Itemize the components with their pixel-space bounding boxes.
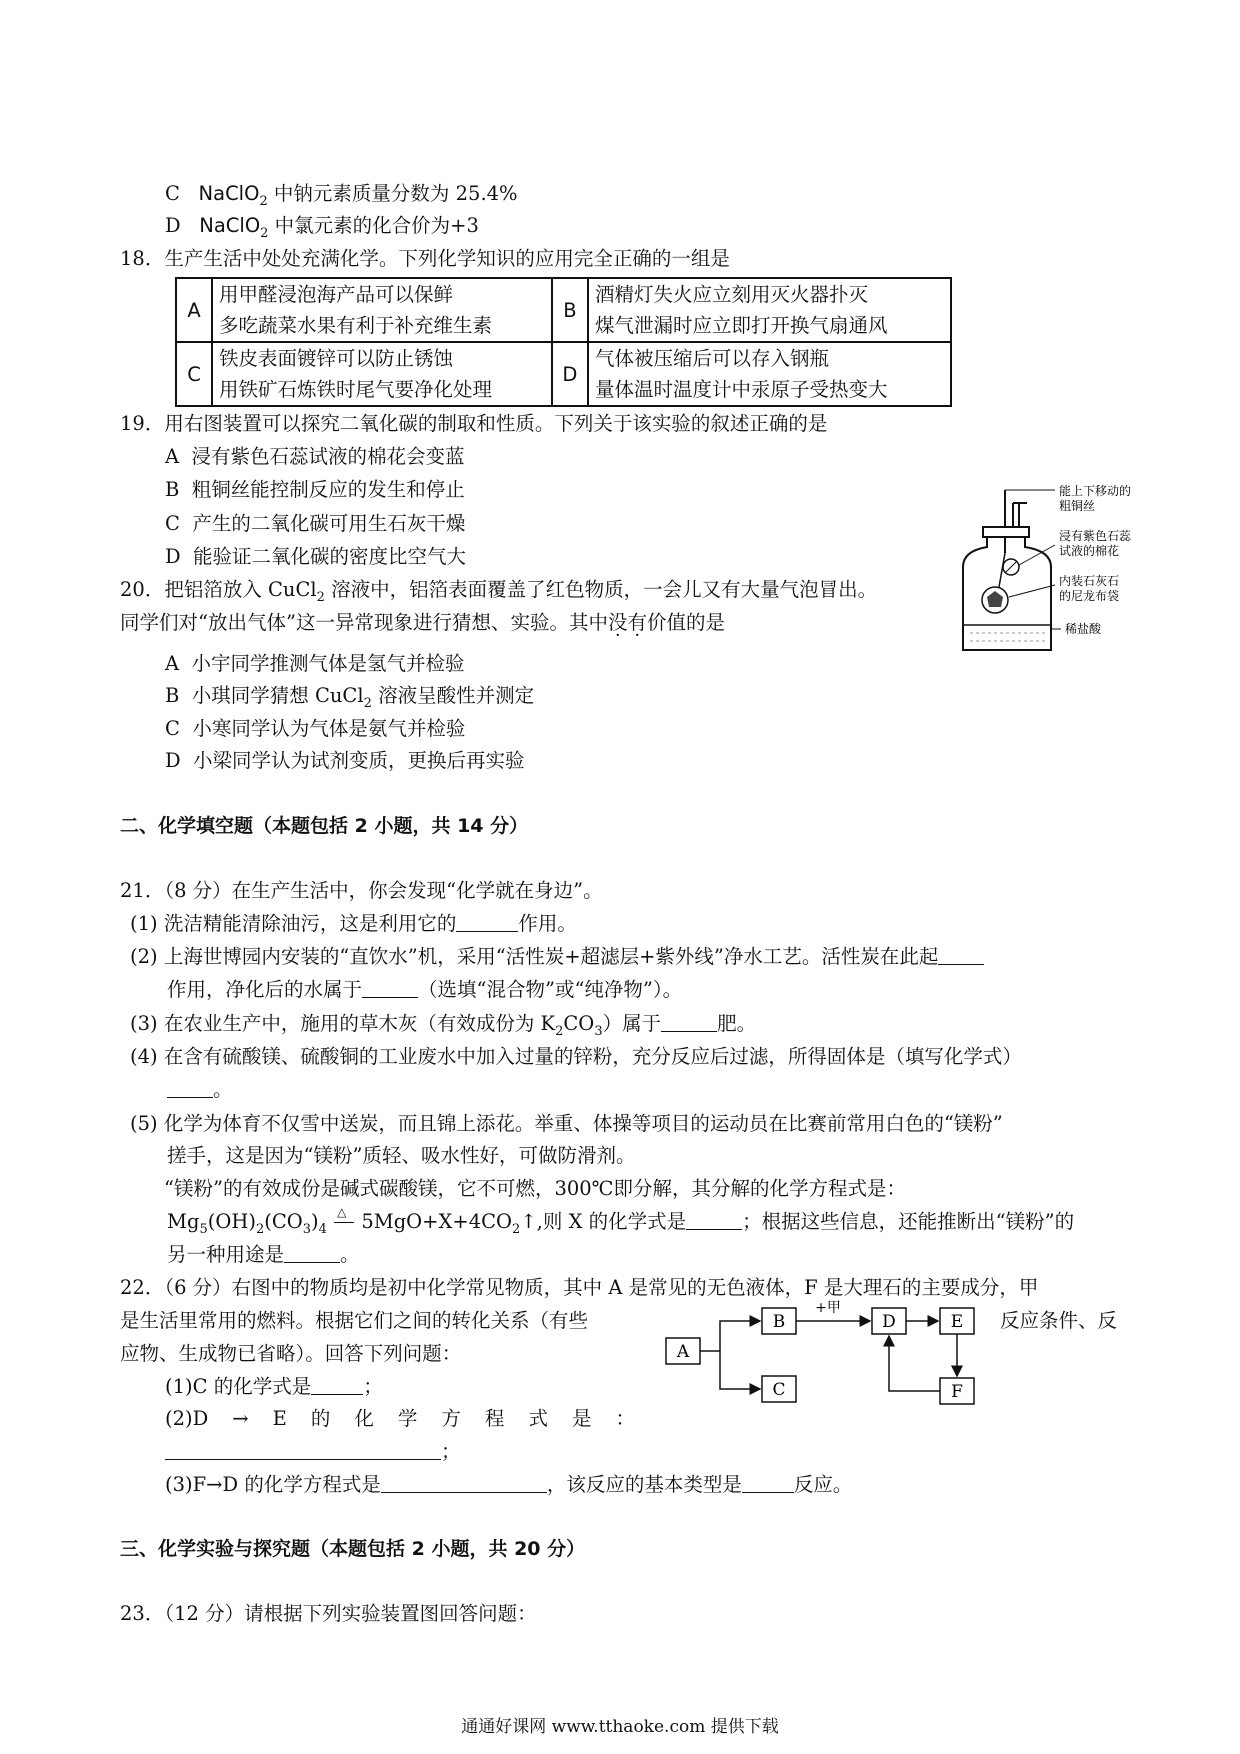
answer-blank[interactable] xyxy=(284,1242,340,1263)
q21-part5: (5) 化学为体育不仅雪中送炭，而且锦上添花。举重、体操等项目的运动员在比赛前常用白色的“镁粉” xyxy=(130,1112,1003,1135)
q21-part5-line2: 搓手，这是因为“镁粉”质轻、吸水性好，可做防滑剂。 xyxy=(167,1144,636,1167)
q20-stem-line2: 同学们对“放出气体”这一异常现象进行猜想、实验。其中没有价值的是 xyxy=(120,611,725,634)
emphasis-dot-text: 有 xyxy=(627,611,647,634)
option-key: C xyxy=(165,182,180,205)
q18-option-b: 酒精灯失火应立刻用灭火器扑灭 煤气泄漏时应立即打开换气扇通风 xyxy=(588,278,951,342)
answer-blank[interactable] xyxy=(311,1374,363,1395)
node-a: A xyxy=(676,1342,690,1362)
q22-sub3: (3)F→D 的化学方程式是 ，该反应的基本类型是 反应。 xyxy=(165,1473,853,1496)
answer-blank[interactable] xyxy=(661,1011,717,1032)
q18-option-a: 用甲醛浸泡海产品可以保鲜 多吃蔬菜水果有利于补充维生素 xyxy=(212,278,552,342)
co2-apparatus-figure xyxy=(955,485,1140,655)
option-key: D xyxy=(552,342,588,406)
q23-stem: 23．（12 分）请根据下列实验装置图回答问题： xyxy=(120,1602,537,1625)
q19-option-d: D 能验证二氧化碳的密度比空气大 xyxy=(165,545,467,568)
figure-label: 能上下移动的 xyxy=(1059,485,1132,498)
q21-part1: (1) 洗洁精能清除油污，这是利用它的 作用。 xyxy=(130,912,577,935)
q19-option-a: A 浸有紫色石蕊试液的棉花会变蓝 xyxy=(165,445,465,468)
page-footer: 通通好课网 www.tthaoke.com 提供下载 xyxy=(461,1717,779,1737)
q22-stem-line1: 22．（6 分）右图中的物质均是初中化学常见物质，其中 A 是常见的无色液体，F 是大理石的主要成分，甲 xyxy=(120,1276,1039,1299)
node-f: F xyxy=(951,1382,963,1402)
q22-sub1: (1)C 的化学式是 ； xyxy=(165,1375,383,1398)
node-b: B xyxy=(772,1312,786,1332)
figure-label: 稀盐酸 xyxy=(1065,622,1102,636)
q20-option-c: C 小寒同学认为气体是氨气并检验 xyxy=(165,717,466,740)
q19-option-b: B 粗铜丝能控制反应的发生和停止 xyxy=(165,478,465,501)
figure-label: 内装石灰石 xyxy=(1059,574,1120,588)
section-heading: 二、化学填空题（本题包括 2 小题，共 14 分） xyxy=(120,815,529,837)
q21-stem: 21．（8 分）在生产生活中，你会发现“化学就在身边”。 xyxy=(120,879,603,902)
option-key: D xyxy=(165,214,181,237)
q20-option-a: A 小宇同学推测气体是氢气并检验 xyxy=(165,652,465,675)
answer-blank[interactable] xyxy=(362,977,418,998)
node-c: C xyxy=(772,1380,786,1400)
q21-part3: (3) 在农业生产中，施用的草木灰（有效成份为 $K_2CO_3$）属于 肥。 xyxy=(130,1012,757,1039)
figure-label: 的尼龙布袋 xyxy=(1059,589,1120,603)
q21-part5-line5: 另一种用途是 。 xyxy=(167,1243,360,1266)
option-key: A xyxy=(176,278,212,342)
q22-relation-diagram xyxy=(660,1290,1000,1415)
q18-option-d: 气体被压缩后可以存入钢瓶 量体温时温度计中汞原子受热变大 xyxy=(588,342,951,406)
q22-sub2: (2)D → E 的 化 学 方 程 式 是 ： xyxy=(165,1407,635,1430)
q22-stem-line2a: 是生活里常用的燃料。根据它们之间的转化关系（有些 xyxy=(120,1309,589,1332)
q20-option-d: D 小梁同学认为试剂变质，更换后再实验 xyxy=(165,749,525,772)
answer-blank[interactable] xyxy=(167,1077,213,1098)
answer-blank[interactable] xyxy=(742,1472,794,1493)
q21-part2: (2) 上海世博园内安装的“直饮水”机，采用“活性炭+超滤层+紫外线”净水工艺。活性炭在此起 xyxy=(130,943,984,971)
q21-part4: (4) 在含有硫酸镁、硫酸铜的工业废水中加入过量的锌粉，充分反应后过滤，所得固体是（填写化学式） xyxy=(130,1045,1022,1068)
q22-sub2-answer: ； xyxy=(165,1438,461,1466)
q18-option-c: 铁皮表面镀锌可以防止锈蚀 用铁矿石炼铁时尾气要净化处理 xyxy=(212,342,552,406)
q19-stem: 19．用右图装置可以探究二氧化碳的制取和性质。下列关于该实验的叙述正确的是 xyxy=(120,412,828,435)
q21-part5-line3: “镁粉”的有效成份是碱式碳酸镁，它不可燃，300℃即分解，其分解的化学方程式是： xyxy=(164,1177,906,1200)
answer-blank[interactable] xyxy=(686,1209,742,1230)
heat-symbol: △ xyxy=(333,1208,355,1236)
q22-stem-line2b: 反应条件、反 xyxy=(1000,1309,1118,1332)
q22-stem-line3: 应物、生成物已省略）。回答下列问题： xyxy=(120,1342,462,1365)
option-key: B xyxy=(552,278,588,342)
q21-part2-cont: 作用，净化后的水属于 （选填“混合物”或“纯净物”）。 xyxy=(167,978,683,1001)
answer-blank[interactable] xyxy=(381,1472,547,1493)
q19-option-c: C 产生的二氧化碳可用生石灰干燥 xyxy=(165,512,466,535)
emphasis-dot-text: 没 xyxy=(607,611,628,634)
answer-blank[interactable] xyxy=(456,911,518,932)
q21-part4-cont: 。 xyxy=(167,1076,233,1104)
node-d: D xyxy=(882,1312,896,1332)
option-key: C xyxy=(176,342,212,406)
arrow-label: +甲 xyxy=(815,1300,841,1316)
figure-label: 试液的棉花 xyxy=(1059,544,1120,558)
q18-stem: 18．生产生活中处处充满化学。下列化学知识的应用完全正确的一组是 xyxy=(120,247,730,270)
figure-label: 浸有紫色石蕊 xyxy=(1059,529,1132,543)
section-heading: 三、化学实验与探究题（本题包括 2 小题，共 20 分） xyxy=(120,1538,586,1560)
q20-option-b: B 小琪同学猜想 CuCl$_2$ 溶液呈酸性并测定 xyxy=(165,684,535,711)
q17-option-c: C NaClO$_2$ 中钠元素质量分数为 25.4% xyxy=(165,182,518,209)
answer-blank[interactable] xyxy=(938,944,984,965)
q20-stem-line1: 20．把铝箔放入 CuCl$_2$ 溶液中，铝箔表面覆盖了红色物质，一会儿又有大量气泡冒出。 xyxy=(120,578,878,605)
q21-equation-line: $Mg_5(OH)_2(CO_3)_4$ △ $5MgO+X+4CO_2↑$,则 X 的化学式是 ；根据这些信息，还能推断出“镁粉”的 xyxy=(167,1205,1075,1237)
answer-blank[interactable] xyxy=(165,1439,441,1460)
q17-option-d: D NaClO$_2$ 中氯元素的化合价为+3 xyxy=(165,214,479,241)
figure-label: 粗铜丝 xyxy=(1059,499,1096,513)
q18-option-table xyxy=(175,277,952,407)
node-e: E xyxy=(950,1312,964,1332)
